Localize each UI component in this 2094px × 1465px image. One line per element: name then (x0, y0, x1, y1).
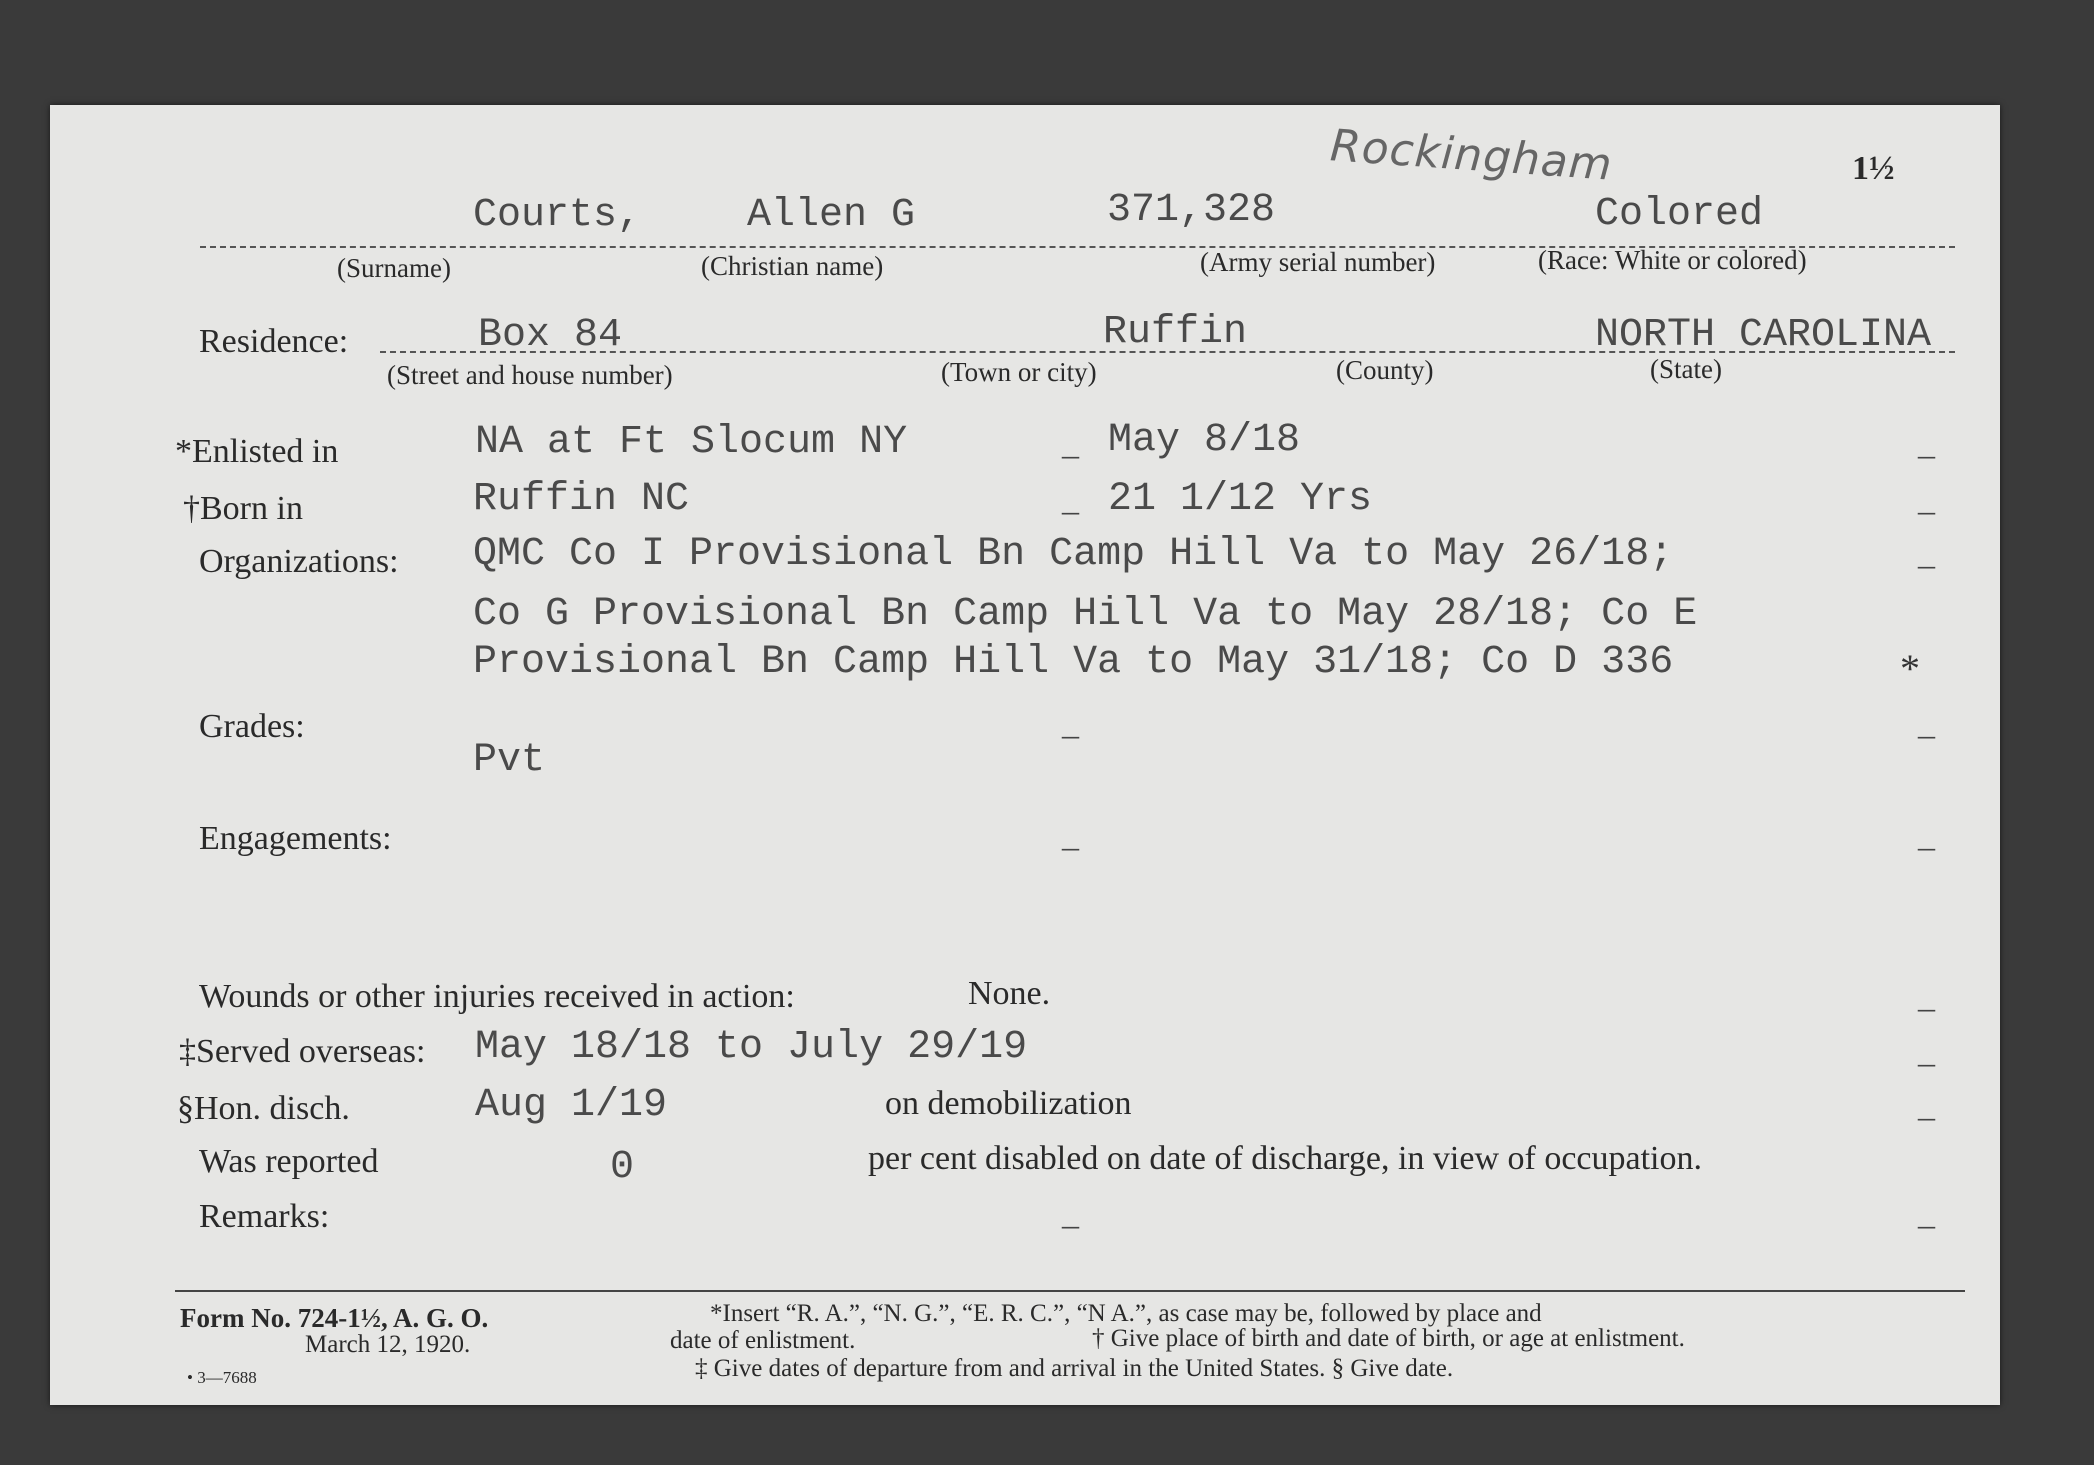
footnote-line-2a: date of enlistment. (670, 1327, 856, 1354)
grades-value: Pvt (473, 738, 546, 783)
organizations-label: Organizations: (199, 543, 399, 580)
serial-number-value: 371,328 (1107, 188, 1276, 233)
dash-mark: _ (1062, 705, 1079, 742)
organizations-line-1: QMC Co I Provisional Bn Camp Hill Va to May 26/18; (473, 532, 1674, 577)
street-caption: (Street and house number) (387, 360, 673, 390)
hon-disch-label: §Hon. disch. (177, 1090, 350, 1127)
card-number: 1½ (1852, 150, 1895, 187)
continuation-asterisk: * (1900, 646, 1920, 691)
dash-mark: _ (1918, 535, 1935, 572)
hon-disch-value: Aug 1/19 (475, 1083, 668, 1128)
surname-value: Courts, (473, 193, 642, 238)
enlisted-label: *Enlisted in (175, 433, 339, 470)
wounds-value: None. (968, 975, 1051, 1012)
race-caption: (Race: White or colored) (1538, 245, 1807, 275)
dash-mark: _ (1918, 481, 1935, 518)
hon-disch-note: on demobilization (885, 1085, 1132, 1122)
race-value: Colored (1595, 192, 1764, 237)
remarks-label: Remarks: (199, 1198, 330, 1235)
service-record-card (50, 105, 2000, 1405)
served-overseas-label: ‡Served overseas: (179, 1033, 426, 1070)
residence-state-value: NORTH CAROLINA (1595, 313, 1932, 358)
wounds-label: Wounds or other injuries received in action: (199, 978, 795, 1015)
organizations-line-2: Co G Provisional Bn Camp Hill Va to May 28/18; Co E (473, 592, 1698, 637)
enlisted-date-value: May 8/18 (1108, 418, 1301, 463)
form-date: March 12, 1920. (305, 1331, 471, 1358)
footer-rule (175, 1290, 1965, 1292)
handwritten-county-note: Rockingham (1328, 120, 1615, 191)
dash-mark: _ (1918, 978, 1935, 1015)
dash-mark: _ (1918, 705, 1935, 742)
form-number: Form No. 724-1½, A. G. O. (180, 1303, 489, 1333)
enlisted-value: NA at Ft Slocum NY (475, 420, 908, 465)
christian-name-caption: (Christian name) (701, 251, 884, 281)
born-label: †Born in (183, 490, 303, 527)
dash-mark: _ (1062, 425, 1079, 462)
dash-mark: _ (1918, 425, 1935, 462)
served-overseas-value: May 18/18 to July 29/19 (475, 1025, 1028, 1070)
dash-mark: _ (1918, 1195, 1935, 1232)
footnote-line-2b: † Give place of birth and date of birth, or age at enlistment. (1092, 1325, 1685, 1352)
footnote-line-1: *Insert “R. A.”, “N. G.”, “E. R. C.”, “N A.”, as case may be, followed by place and (710, 1300, 1542, 1327)
residence-street-value: Box 84 (478, 313, 623, 358)
born-value: Ruffin NC (473, 477, 690, 522)
was-reported-label: Was reported (199, 1143, 379, 1180)
dash-mark: _ (1062, 481, 1079, 518)
dash-mark: _ (1918, 1087, 1935, 1124)
residence-town-value: Ruffin (1103, 310, 1248, 355)
footnote-line-3: ‡ Give dates of departure from and arrival in the United States. § Give date. (695, 1355, 1454, 1382)
engagements-label: Engagements: (199, 820, 392, 857)
town-caption: (Town or city) (941, 357, 1097, 387)
christian-name-value: Allen G (747, 193, 916, 238)
residence-line (380, 351, 1955, 353)
county-caption: (County) (1336, 355, 1434, 385)
residence-label: Residence: (199, 323, 349, 360)
dash-mark: _ (1062, 817, 1079, 854)
born-age-value: 21 1/12 Yrs (1108, 477, 1373, 522)
dash-mark: _ (1918, 817, 1935, 854)
serial-number-caption: (Army serial number) (1200, 247, 1436, 277)
disability-note: per cent disabled on date of discharge, in view of occupation. (868, 1140, 1702, 1177)
grades-label: Grades: (199, 708, 305, 745)
disability-percent-value: 0 (610, 1145, 635, 1190)
print-code: • 3—7688 (187, 1368, 257, 1387)
dash-mark: _ (1918, 1033, 1935, 1070)
state-caption: (State) (1650, 354, 1722, 384)
surname-caption: (Surname) (337, 253, 451, 283)
dash-mark: _ (1062, 1195, 1079, 1232)
organizations-line-3: Provisional Bn Camp Hill Va to May 31/18; Co D 336 (473, 640, 1674, 685)
